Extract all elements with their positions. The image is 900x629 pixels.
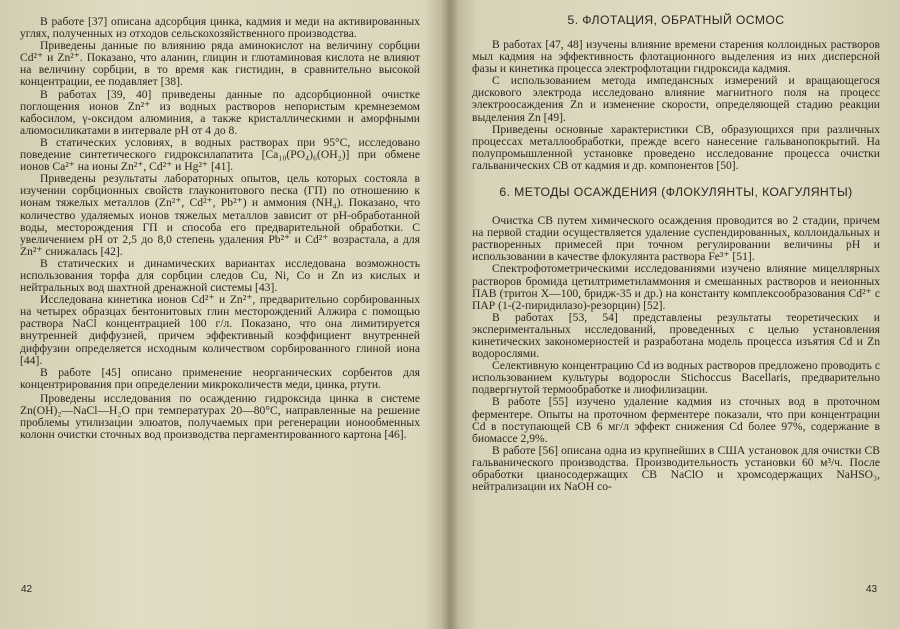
paragraph: Очистка СВ путем химического осаждения проводится во 2 стадии, причем на первой стадии осуществляется удаление суспендированных, коллоидальных и растворенных примесей при точном регулировании величины pH и использовании в качестве флокулянта раствора Fe³⁺ [51].: [472, 214, 880, 264]
paragraph: В работе [37] описана адсорбция цинка, кадмия и меди на активированных углях, полученных из отходов сельскохозяйственного производства.: [20, 15, 420, 41]
paragraph: Исследована кинетика ионов Cd²⁺ и Zn²⁺, предварительно сорбированных на четырех образцах бентонитовых глин месторождений Алжира с помощью раствора NaCl концентрацией 100 г/л. Показано, что она лимитируется внутренней диффузией, причем эффективный коэффициент внутренней диффузии определяется исходным количеством сорбированного глиной иона [44].: [20, 293, 420, 367]
paragraph: Спектрофотометрическими исследованиями изучено влияние мицеллярных растворов бромида цетилтриметиламмония и смешанных растворов и неионных ПАВ (тритон Х—100, бридж-35 и др.) на константу комплексообразования Cd²⁺ с ПАР (1-(2-пиридилазо)-резорцин) [52].: [472, 262, 880, 312]
right-page: [472, 0, 880, 629]
paragraph: В работах [39, 40] приведены данные по адсорбционной очистке поглощения ионов Zn²⁺ из водных растворов непористым кремнеземом кабосилом, γ-оксидом алюминия, а также кристаллическими и аморфными алюмосиликатами в интервале pH от 4 до 8.: [20, 87, 420, 137]
section-5-title: 5. ФЛОТАЦИЯ, ОБРАТНЫЙ ОСМОС: [567, 13, 785, 27]
paragraph: В работах [47, 48] изучены влияние времени старения коллоидных растворов мыл кадмия на эффективность флотационного выделения из них дисперсной фазы и кинетика процесса электрофлотации гидроксида кадмия.: [472, 38, 880, 76]
left-page-text: [20, 0, 420, 441]
paragraph: Приведены основные характеристики СВ, образующихся при различных процессах металлообработки, прежде всего нанесение гальванопокрытий. На полупромышленной установке проведено исследование процесса очистки гальванических СВ от кадмия и др. компонентов [50].: [472, 122, 880, 172]
paragraph: В работе [45] описано применение неорганических сорбентов для концентрирования при определении микроколичеств меди, цинка, ртути.: [20, 365, 420, 391]
left-page-number: 42: [21, 584, 33, 595]
paragraph: В работе [55] изучено удаление кадмия из сточных вод в проточном ферментере. Опыты на проточном ферментере показали, что при концентрации Cd в поступающей СВ 6 мг/л эффект снижения Cd более 97%, содержание в биомассе 2,9%.: [472, 395, 880, 445]
paragraph: С использованием метода импедансных измерений и вращающегося дискового электрода исследовано влияние магнитного поля на процесс электроосаждения Zn и изменение скорости, определяющей стадию реакции выделения Zn [49].: [472, 74, 880, 124]
left-page: [20, 0, 420, 629]
book-gutter: [441, 0, 459, 629]
paragraph: Приведены данные по влиянию ряда аминокислот на величину сорбции Cd²⁺ и Zn²⁺. Показано, что аланин, глицин и глютаминовая кислота не влияют на величину сорбции, в то время как гистидин, в сравнительно высокой концентрации, ее подавляет [38].: [20, 39, 420, 89]
paragraph: В работе [56] описана одна из крупнейших в США установок для очистки СВ гальванического производства. Производительность установки 60 м³/ч. После обработки цианосодержащих СВ NaClO и хромсодержащих NaHSO₃, нейтрализации их NaOH со-: [472, 443, 880, 494]
paragraph: Приведены результаты лабораторных опытов, цель которых состояла в изучении сорбционных свойств глауконитового песка (ГП) по отношению к ионам тяжелых металлов (Zn²⁺, Cd²⁺, Pb²⁺) и аммония (NH₄). Показано, что количество удаляемых ионов тяжелых металлов зависит от pH-обработанной воды, месторождения ГП и способа его предварительной обработки. С увеличением pH от 2,5 до 8,0 степень удаления Pb²⁺ и Cd²⁺ возрастала, а для Zn²⁺ снижалась [42].: [20, 172, 420, 258]
paragraph: В статических условиях, в водных растворах при 95°C, исследовано поведение синтетического гидроксилапатита [Ca₁₀(PO₄)₆(OH₂)] при обмене ионов Ca²⁺ на ионы Zn²⁺, Cd²⁺ и Hg²⁺ [41].: [20, 135, 420, 174]
right-page-number: 43: [866, 584, 878, 595]
paragraph: Селективную концентрацию Cd из водных растворов предложено проводить с использованием культуры водоросли Stichoccus Bacellaris, предварительно подвергнутой термообработке и лиофилизации.: [472, 359, 880, 397]
paragraph: В статических и динамических вариантах исследована возможность использования торфа для сорбции следов Cu, Ni, Co и Zn из кислых и нейтральных вод шахтной дренажной системы [43].: [20, 256, 420, 295]
section-6-title: 6. МЕТОДЫ ОСАЖДЕНИЯ (ФЛОКУЛЯНТЫ, КОАГУЛЯНТЫ): [499, 185, 853, 200]
paragraph: Проведены исследования по осаждению гидроксида цинка в системе Zn(OH)₂—NaCl—H₂O при температурах 20—80°C, направленные на решение проблемы утилизации элюатов, получаемых при регенерации ионообменных колонн очистки сточных вод производства пергаментированного картона [46].: [20, 391, 420, 442]
paragraph: В работах [53, 54] представлены результаты теоретических и экспериментальных исследований, проведенных с целью установления кинетических закономерностей и разработана модель процесса изъятия Cd и Zn водорослями.: [472, 310, 880, 361]
right-page-text: [472, 0, 880, 493]
